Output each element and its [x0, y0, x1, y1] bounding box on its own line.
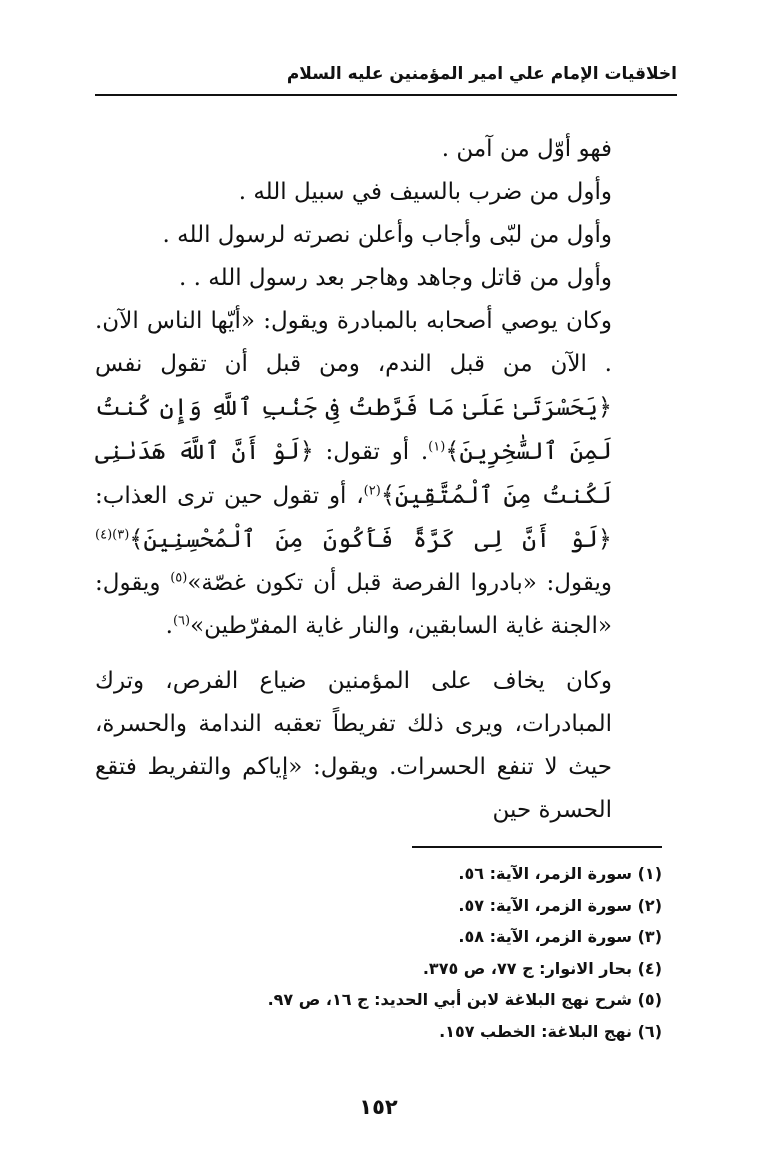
footnote-5: (٥) شرح نهج البلاغة لابن أبي الحديد: ج ١٦، ص ٩٧. — [267, 990, 662, 1009]
quran-verse-3: ﴿لَوْ أَنَّ لِى كَرَّةً فَأَكُونَ مِنَ ٱلْمُحْسِنِينَ﴾ — [129, 525, 612, 553]
quran-verse-1: ﴿يَحَسْرَتَىٰ عَلَىٰ مَا فَرَّطتُ فِى جَنۢبِ ٱللَّهِ وَإِن كُنتُ لَمِنَ ٱلسَّٰخِرِينَ﴾ — [95, 393, 612, 465]
text-line-3: وأول من لبّى وأجاب وأعلن نصرته لرسول الله . — [162, 222, 612, 248]
paragraph-advice-text-f: . — [165, 613, 173, 639]
footnote-ref-5: (٥) — [170, 570, 188, 586]
footnotes — [102, 858, 662, 1047]
footnote-ref-3: (٣) — [112, 527, 130, 543]
footnote-rule — [412, 846, 662, 848]
text-line-4: وأول من قاتل وجاهد وهاجر بعد رسول الله . . — [179, 265, 612, 291]
footnote-4: (٤) بحار الانوار: ج ٧٧، ص ٣٧٥. — [422, 958, 662, 978]
running-title: اخلاقيات الإمام علي امير المؤمنين عليه السلام — [286, 64, 677, 84]
page-number: ١٥٢ — [359, 1095, 398, 1119]
paragraph-regret: وكان يخاف على المؤمنين ضياع الفرص، وترك المبادرات، ويرى ذلك تفريطاً تعقبه الندامة والحسرة، حيث لا تنفع الحسرات. ويقول: «إياكم والتفريط فتقع الحسرة حين — [95, 668, 612, 823]
footnote-6: (٦) نهج البلاغة: الخطب ١٥٧. — [439, 1021, 662, 1041]
footnote-2: (٢) سورة الزمر، الآية: ٥٧. — [458, 895, 662, 915]
text-line-2: وأول من ضرب بالسيف في سبيل الله . — [238, 179, 612, 205]
footnote-ref-1: (١) — [428, 439, 446, 455]
paragraph-advice-text-d: ويقول: «بادروا الفرصة قبل أن تكون غصّة» — [187, 570, 612, 596]
paragraph-advice-text-e: ويقول: «الجنة غاية السابقين، والنار غاية المفرّطين» — [95, 570, 612, 639]
paragraph-advice-text-c: ، أو تقول حين ترى العذاب: — [95, 483, 364, 509]
paragraph-advice-text-b: . أو تقول: — [313, 439, 429, 465]
quran-verse-2: ﴿لَوْ أَنَّ ٱللَّهَ هَدَىٰنِى لَكُنتُ مِنَ ٱلْمُتَّقِينَ﴾ — [95, 437, 612, 509]
footnote-ref-4: (٤) — [95, 527, 113, 543]
paragraph-advice — [95, 300, 662, 648]
footnote-ref-2: (٢) — [363, 483, 381, 499]
main-text — [95, 128, 662, 832]
paragraph-advice-text-a: وكان يوصي أصحابه بالمبادرة ويقول: «أيّها الناس الآن. . الآن من قبل الندم، ومن قبل أن تقول نفس — [95, 308, 612, 377]
header-rule — [95, 94, 677, 96]
footnote-ref-6: (٦) — [172, 613, 191, 629]
footnote-3: (٣) سورة الزمر، الآية: ٥٨. — [458, 927, 662, 946]
text-line-1: فهو أوّل من آمن . — [441, 136, 612, 162]
footnote-1: (١) سورة الزمر، الآية: ٥٦. — [458, 864, 662, 883]
